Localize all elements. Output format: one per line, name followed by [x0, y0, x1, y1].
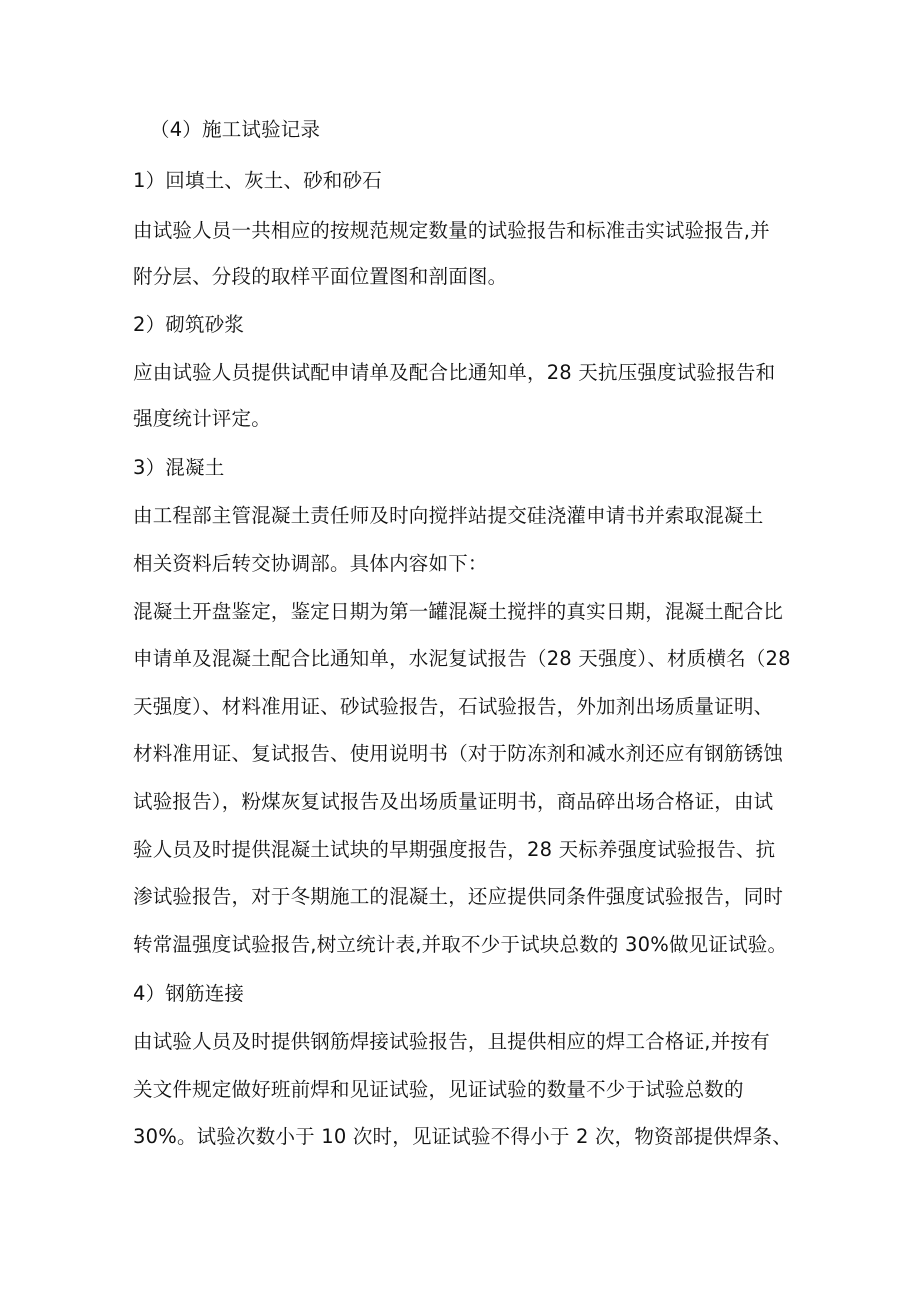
item-heading-rebar: 4）钢筋连接: [133, 982, 245, 1005]
paragraph-line: 关文件规定做好班前焊和见证试验，见证试验的数量不少于试验总数的: [133, 1078, 744, 1101]
paragraph-line: 转常温强度试验报告,树立统计表,并取不少于试块总数的 30%做见证试验。: [133, 933, 788, 956]
item-heading-backfill: 1）回填土、灰土、砂和砂石: [133, 169, 383, 192]
paragraph-line: 渗试验报告，对于冬期施工的混凝土，还应提供同条件强度试验报告，同时: [133, 885, 784, 908]
paragraph-line: 材料准用证、复试报告、使用说明书（对于防冻剂和减水剂还应有钢筋锈蚀: [133, 742, 784, 765]
paragraph-line: 由试验人员及时提供钢筋焊接试验报告，且提供相应的焊工合格证,并按有: [133, 1030, 770, 1053]
item-heading-mortar: 2）砌筑砂浆: [133, 313, 245, 336]
paragraph-line: 由试验人员一共相应的按规范规定数量的试验报告和标准击实试验报告,并: [133, 219, 770, 242]
paragraph-line: 相关资料后转交协调部。具体内容如下：: [133, 552, 488, 575]
paragraph-line: 天强度）、材料准用证、砂试验报告，石试验报告，外加剂出场质量证明、: [133, 695, 774, 718]
paragraph-line: 申请单及混凝土配合比通知单，水泥复试报告（28 天强度）、材质横名（28: [133, 647, 791, 670]
paragraph-line: 混凝土开盘鉴定，鉴定日期为第一罐混凝土搅拌的真实日期，混凝土配合比: [133, 600, 784, 623]
paragraph-line: 强度统计评定。: [133, 407, 271, 430]
item-heading-concrete: 3）混凝土: [133, 456, 225, 479]
paragraph-line: 应由试验人员提供试配申请单及配合比通知单，28 天抗压强度试验报告和: [133, 361, 776, 384]
paragraph-line: 30%。试验次数小于 10 次时，见证试验不得小于 2 次，物资部提供焊条、: [133, 1125, 792, 1148]
paragraph-line: 附分层、分段的取样平面位置图和剖面图。: [133, 265, 508, 288]
paragraph-line: 验人员及时提供混凝土试块的早期强度报告，28 天标养强度试验报告、抗: [133, 838, 776, 861]
paragraph-line: 由工程部主管混凝土责任师及时向搅拌站提交硅浇灌申请书并索取混凝土: [133, 504, 764, 527]
section-title: （4）施工试验记录: [150, 118, 321, 141]
paragraph-line: 试验报告），粉煤灰复试报告及出场质量证明书，商品碎出场合格证，由试: [133, 790, 774, 813]
